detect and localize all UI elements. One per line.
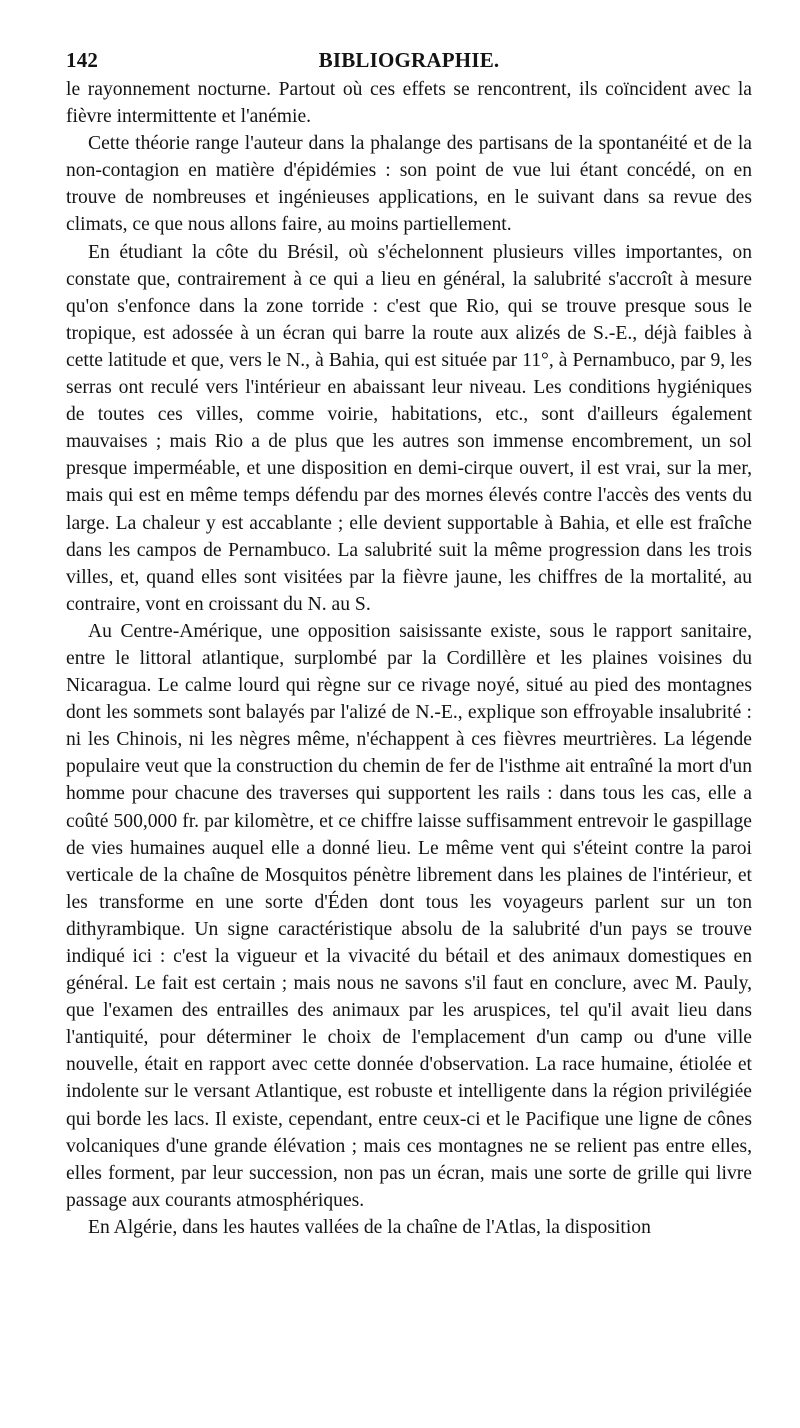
- page-number: 142: [66, 48, 99, 72]
- paragraph-continued: le rayonnement nocturne. Partout où ces effets se rencontrent, ils coïncident avec la fièvre intermittente et l'anémie.: [66, 79, 752, 128]
- body-text: [66, 76, 752, 1241]
- paragraph: En étudiant la côte du Brésil, où s'échelonnent plusieurs villes importantes, on constate que, contrairement à ce qui a lieu en général, la salubrité s'accroît à mesure qu'on s'enfonce dans la zone torride : c'est que Rio, qui se trouve presque sous le tropique, est adossée à un écran qui barre la route aux alizés de S.-E., déjà faibles à cette latitude et que, vers le N., à Bahia, qui est située par 11°, à Pernambuco, par 9, les serras ont reculé vers l'intérieur en abaissant leur niveau. Les conditions hygiéniques de toutes ces villes, comme voirie, habitations, etc., sont d'ailleurs également mauvaises ; mais Rio a de plus que les autres son immense encombrement, un sol presque imperméable, et une disposition en demi-cirque ouvert, il est vrai, sur la mer, mais qui est en même temps défendu par des mornes élevés contre l'accès des vents du large. La chaleur y est accablante ; elle devient supportable à Bahia, et elle est fraîche dans les campos de Pernambuco. La salubrité suit la même progression dans les trois villes, et, quand elles sont visitées par la fièvre jaune, les chiffres de la mortalité, au contraire, vont en croissant du N. au S.: [66, 241, 752, 615]
- running-head: [66, 40, 752, 76]
- running-title: BIBLIOGRAPHIE.: [318, 48, 500, 72]
- paragraph: Cette théorie range l'auteur dans la phalange des partisans de la spontanéité et de la non-contagion en matière d'épidémies : son point de vue lui étant concédé, on en trouve de nombreuses et ingénieuses applications, en le suivant dans sa revue des climats, ce que nous allons faire, au moins partiellement.: [66, 133, 752, 236]
- paragraph: Au Centre-Amérique, une opposition saisissante existe, sous le rapport sanitaire, entre le littoral atlantique, surplombé par la Cordillère et les plaines voisines du Nicaragua. Le calme lourd qui règne sur ce rivage noyé, situé au pied des montagnes dont les sommets sont balayés par l'alizé de N.-E., explique son effroyable insalubrité : ni les Chinois, ni les nègres même, n'échappent à ces fièvres meurtrières. La légende populaire veut que la construction du chemin de fer de l'isthme ait entraîné la mort d'un homme pour chacune des traverses qui supportent les rails : dans tous les cas, elle a coûté 500,000 fr. par kilomètre, et ce chiffre laisse suffisamment entrevoir le gaspillage de vies humaines auquel elle a donné lieu. Le même vent qui s'éteint contre la paroi verticale de la chaîne de Mosquitos pénètre librement dans les plaines de l'intérieur, et les transforme en une sorte d'Éden dont tous les voyageurs parlent sur un ton dithyrambique. Un signe caractéristique absolu de la salubrité d'un pays se trouve indiqué ici : c'est la vigueur et la vivacité du bétail et des animaux domestiques en général. Le fait est certain ; mais nous ne savons s'il faut en conclure, avec M. Pauly, que l'examen des entrailles des animaux par les aruspices, tel qu'il avait lieu dans l'antiquité, pour déterminer le choix de l'emplacement d'un camp ou d'une ville nouvelle, était en rapport avec cette donnée d'observation. La race humaine, étiolée et indolente sur le versant Atlantique, est robuste et intelligente dans la région privilégiée qui borde les lacs. Il existe, cependant, entre ceux-ci et le Pacifique une ligne de cônes volcaniques d'une grande élévation ; mais ces montagnes ne se relient pas entre elles, elles forment, par leur succession, non pas un écran, mais une sorte de grille qui livre passage aux courants atmosphériques.: [66, 620, 752, 1211]
- book-page: [66, 40, 752, 1241]
- paragraph: En Algérie, dans les hautes vallées de la chaîne de l'Atlas, la disposition: [88, 1216, 651, 1238]
